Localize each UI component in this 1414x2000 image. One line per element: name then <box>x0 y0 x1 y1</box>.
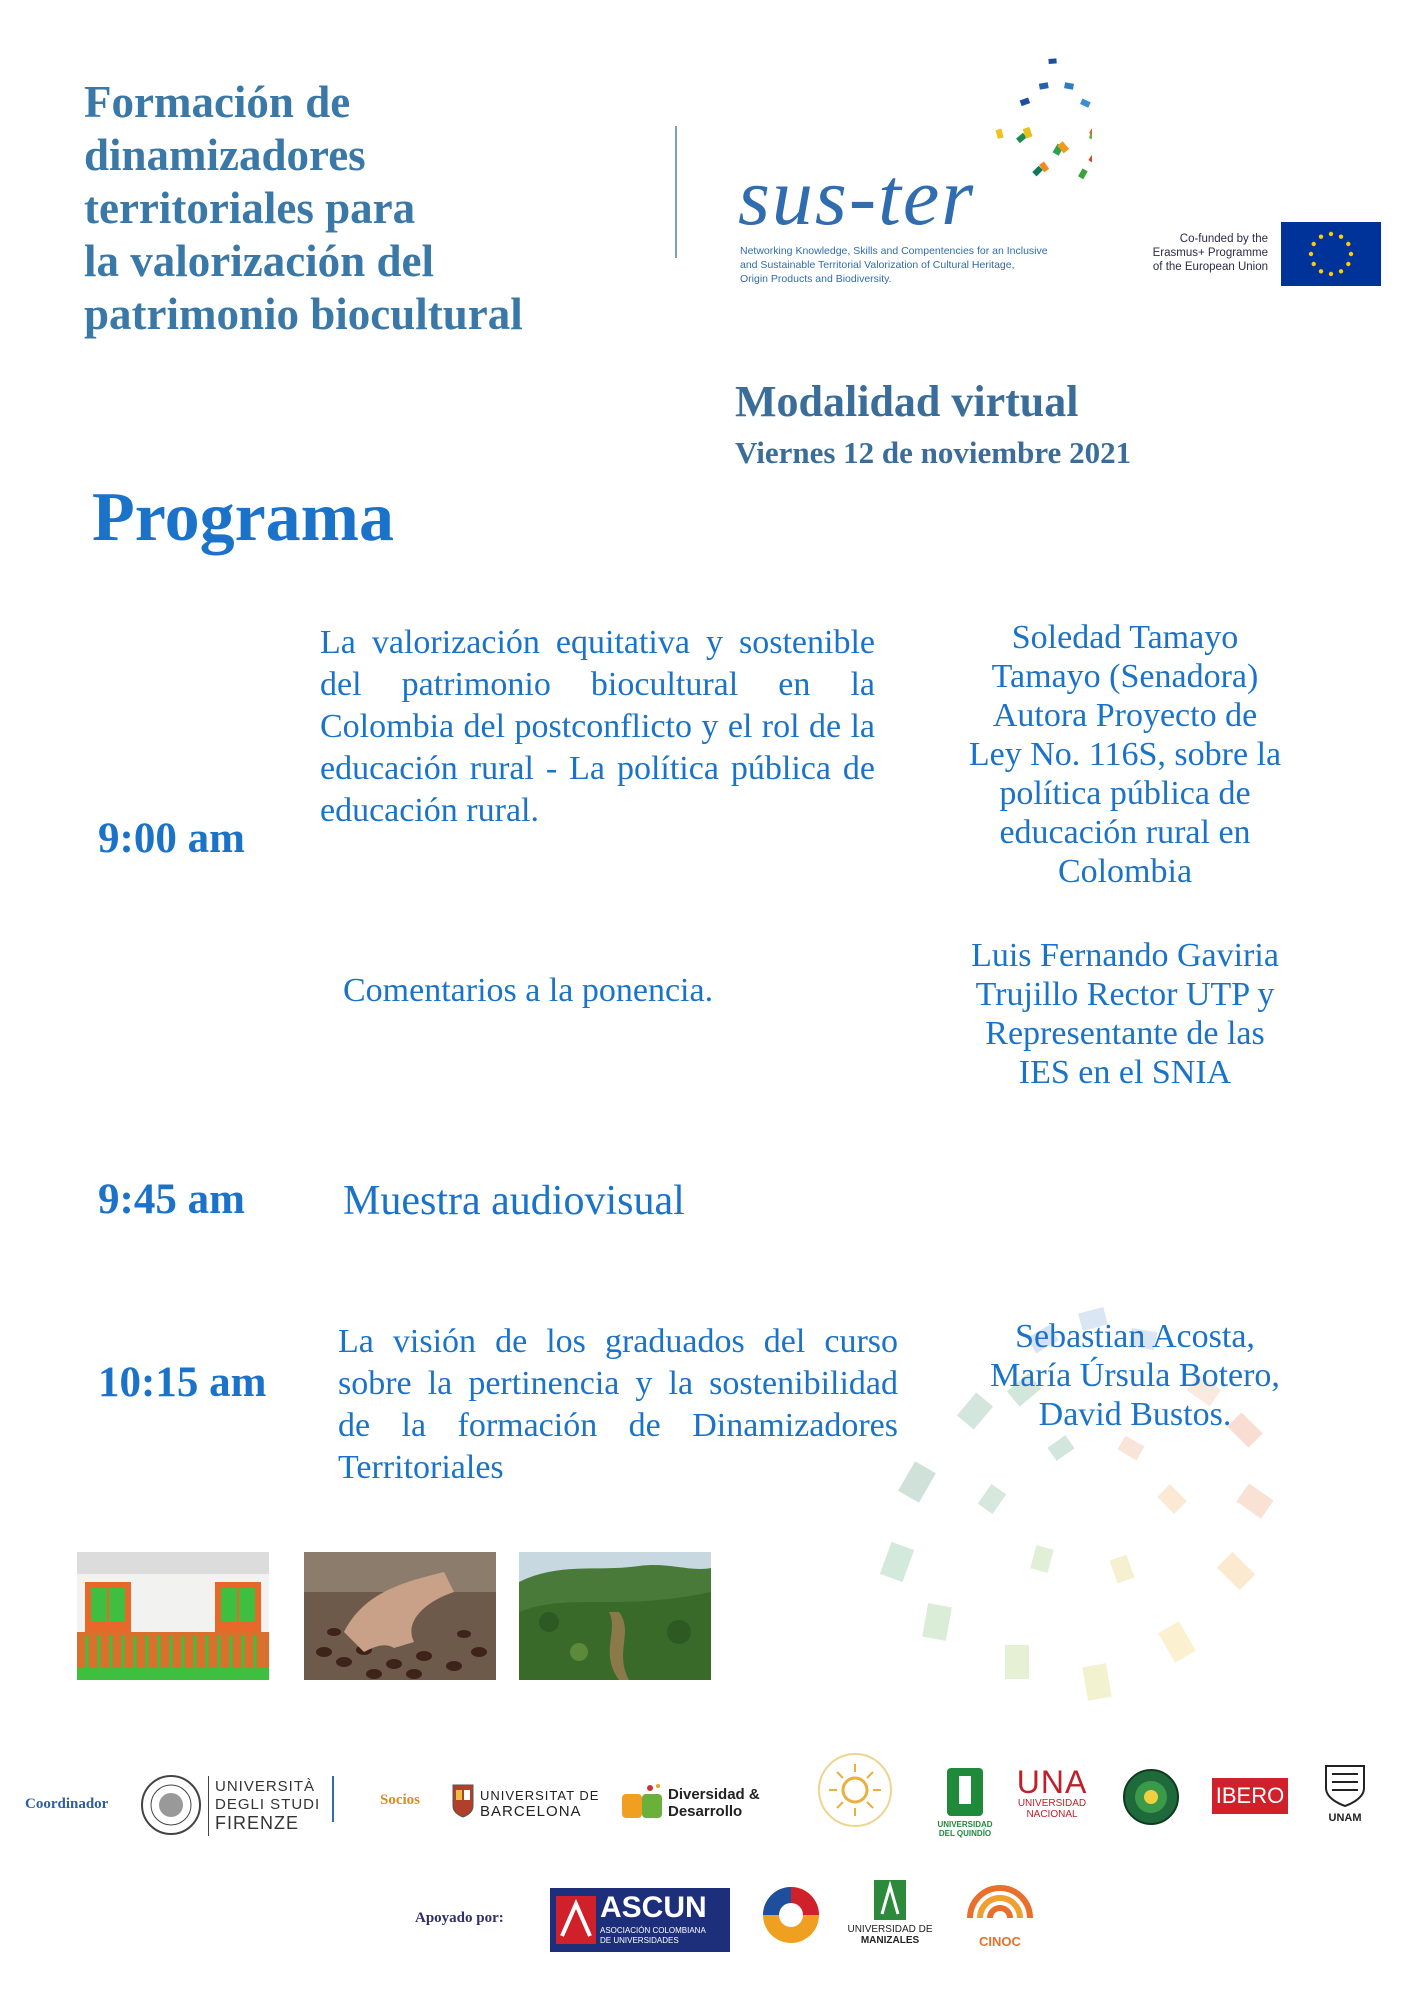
coffee-beans-hand-photo <box>304 1552 496 1680</box>
firenze-divider <box>208 1776 209 1836</box>
red-colombiana-logo-icon <box>760 1884 822 1946</box>
ascun-emblem-icon <box>556 1896 596 1944</box>
speaker-line: Sebastian Acosta, <box>1015 1318 1255 1355</box>
eu-note-line: Erasmus+ Programme <box>1152 247 1268 259</box>
session-time: 10:15 am <box>98 1359 267 1406</box>
speaker-line: Colombia <box>1057 853 1193 890</box>
speaker-line: educación rural en <box>999 814 1251 851</box>
session-time: 9:00 am <box>98 815 245 862</box>
course-title-line: territoriales para <box>84 183 416 233</box>
barcelona-line: BARCELONA <box>480 1803 582 1820</box>
coordinator-label: Coordinador <box>25 1796 109 1812</box>
ascun-subtitle <box>600 1926 706 1946</box>
course-title-line: Formación de <box>84 77 351 127</box>
diversidad-logo <box>668 1786 760 1820</box>
firenze-seal-icon <box>140 1774 202 1836</box>
eu-cofunding-note <box>1108 232 1268 274</box>
tagline-line: Networking Knowledge, Skills and Compentencies for an Inclusive <box>740 245 1048 257</box>
tagline-line: and Sustainable Territorial Valorization of Cultural Heritage, <box>740 259 1015 271</box>
speaker-line: Autora Proyecto de <box>992 697 1258 734</box>
eu-flag-icon <box>1281 222 1381 286</box>
diversidad-line: Diversidad & <box>668 1786 760 1803</box>
manizales-line: MANIZALES <box>860 1935 920 1946</box>
session-time: 9:45 am <box>98 1176 245 1223</box>
speaker-line: IES en el SNIA <box>1018 1054 1232 1091</box>
speaker-line: Tamayo (Senadora) <box>991 658 1259 695</box>
ibero-logo: IBERO <box>1212 1778 1288 1814</box>
university-green-seal-icon <box>1122 1768 1180 1826</box>
barcelona-shield-icon <box>452 1784 474 1818</box>
event-date: Viernes 12 de noviembre 2021 <box>735 435 1132 470</box>
speaker-line: Representante de las <box>985 1015 1265 1052</box>
diversidad-logo-icon <box>620 1782 666 1822</box>
session-comment: Comentarios a la ponencia. <box>343 972 714 1009</box>
colonial-house-photo <box>77 1552 269 1680</box>
barcelona-logo <box>480 1788 599 1820</box>
ascun-line: DE UNIVERSIDADES <box>600 1936 679 1945</box>
session-speaker <box>930 618 1320 891</box>
modality-label: Modalidad virtual <box>735 377 1079 426</box>
session-speaker <box>940 1317 1330 1434</box>
course-title-line: la valorización del <box>84 236 434 286</box>
speaker-line: David Bustos. <box>1038 1396 1232 1433</box>
partners-label: Socios <box>380 1792 421 1808</box>
session-talk: La valorización equitativa y sostenible del patrimonio biocultural en la Colombia del postconflicto y el rol de la educación rural - La política pública de educación rural. <box>320 624 875 829</box>
quindio-logo <box>935 1820 995 1838</box>
firenze-line: DEGLI STUDI <box>215 1796 321 1813</box>
una-line: UNIVERSIDAD <box>1017 1798 1087 1809</box>
cinoc-logo: CINOC <box>979 1934 1021 1949</box>
suster-tagline <box>740 244 1070 286</box>
caldas-sun-seal-icon <box>815 1750 895 1830</box>
tagline-line: Origin Products and Biodiversity. <box>740 273 892 285</box>
program-heading: Programa <box>92 479 394 556</box>
suster-wordmark: sus-ter <box>738 151 976 242</box>
course-title <box>84 76 684 341</box>
diversidad-line: Desarrollo <box>668 1803 743 1820</box>
eu-note-line: of the European Union <box>1152 261 1268 273</box>
unam-logo: UNAM <box>1328 1812 1362 1824</box>
partners-divider <box>332 1776 334 1822</box>
speaker-line: Trujillo Rector UTP y <box>975 976 1275 1013</box>
ascun-line: ASOCIACIÓN COLOMBIANA <box>600 1926 706 1935</box>
ascun-wordmark: ASCUN <box>600 1891 707 1924</box>
speaker-line: Soledad Tamayo <box>1011 619 1239 656</box>
quindio-line: DEL QUINDÍO <box>938 1829 992 1838</box>
firenze-line: FIRENZE <box>215 1813 300 1833</box>
manizales-line: UNIVERSIDAD DE <box>847 1924 933 1935</box>
quindio-logo-icon <box>945 1766 985 1818</box>
speaker-line: María Úrsula Botero, <box>990 1357 1280 1394</box>
quindio-line: UNIVERSIDAD <box>937 1820 993 1829</box>
speaker-line: Ley No. 116S, sobre la <box>968 736 1282 773</box>
speaker-line: Luis Fernando Gaviria <box>971 937 1279 974</box>
session-talk: Muestra audiovisual <box>343 1178 685 1224</box>
session-talk: La visión de los graduados del curso sobre la pertinencia y la sostenibilidad de la formación de Dinamizadores Territoriales <box>338 1323 898 1486</box>
eu-note-line: Co-funded by the <box>1179 233 1268 245</box>
unam-shield-icon <box>1322 1762 1368 1808</box>
course-title-line: dinamizadores <box>84 130 366 180</box>
course-title-line: patrimonio biocultural <box>84 289 523 339</box>
supported-by-label: Apoyado por: <box>415 1910 504 1926</box>
header-divider <box>675 126 677 258</box>
comment-speaker <box>930 936 1320 1092</box>
una-line: NACIONAL <box>1026 1809 1078 1820</box>
una-logo <box>1012 1766 1092 1820</box>
una-wordmark: UNA <box>1016 1764 1088 1800</box>
speaker-line: política pública de <box>999 775 1251 812</box>
barcelona-line: UNIVERSITAT DE <box>480 1788 600 1803</box>
manizales-logo <box>842 1924 938 1946</box>
valley-landscape-photo <box>519 1552 711 1680</box>
ascun-logo <box>550 1888 730 1952</box>
manizales-emblem-icon <box>872 1878 908 1922</box>
firenze-line: UNIVERSITÀ <box>215 1778 316 1795</box>
firenze-logo <box>215 1778 320 1832</box>
cinoc-logo-icon <box>964 1878 1036 1932</box>
